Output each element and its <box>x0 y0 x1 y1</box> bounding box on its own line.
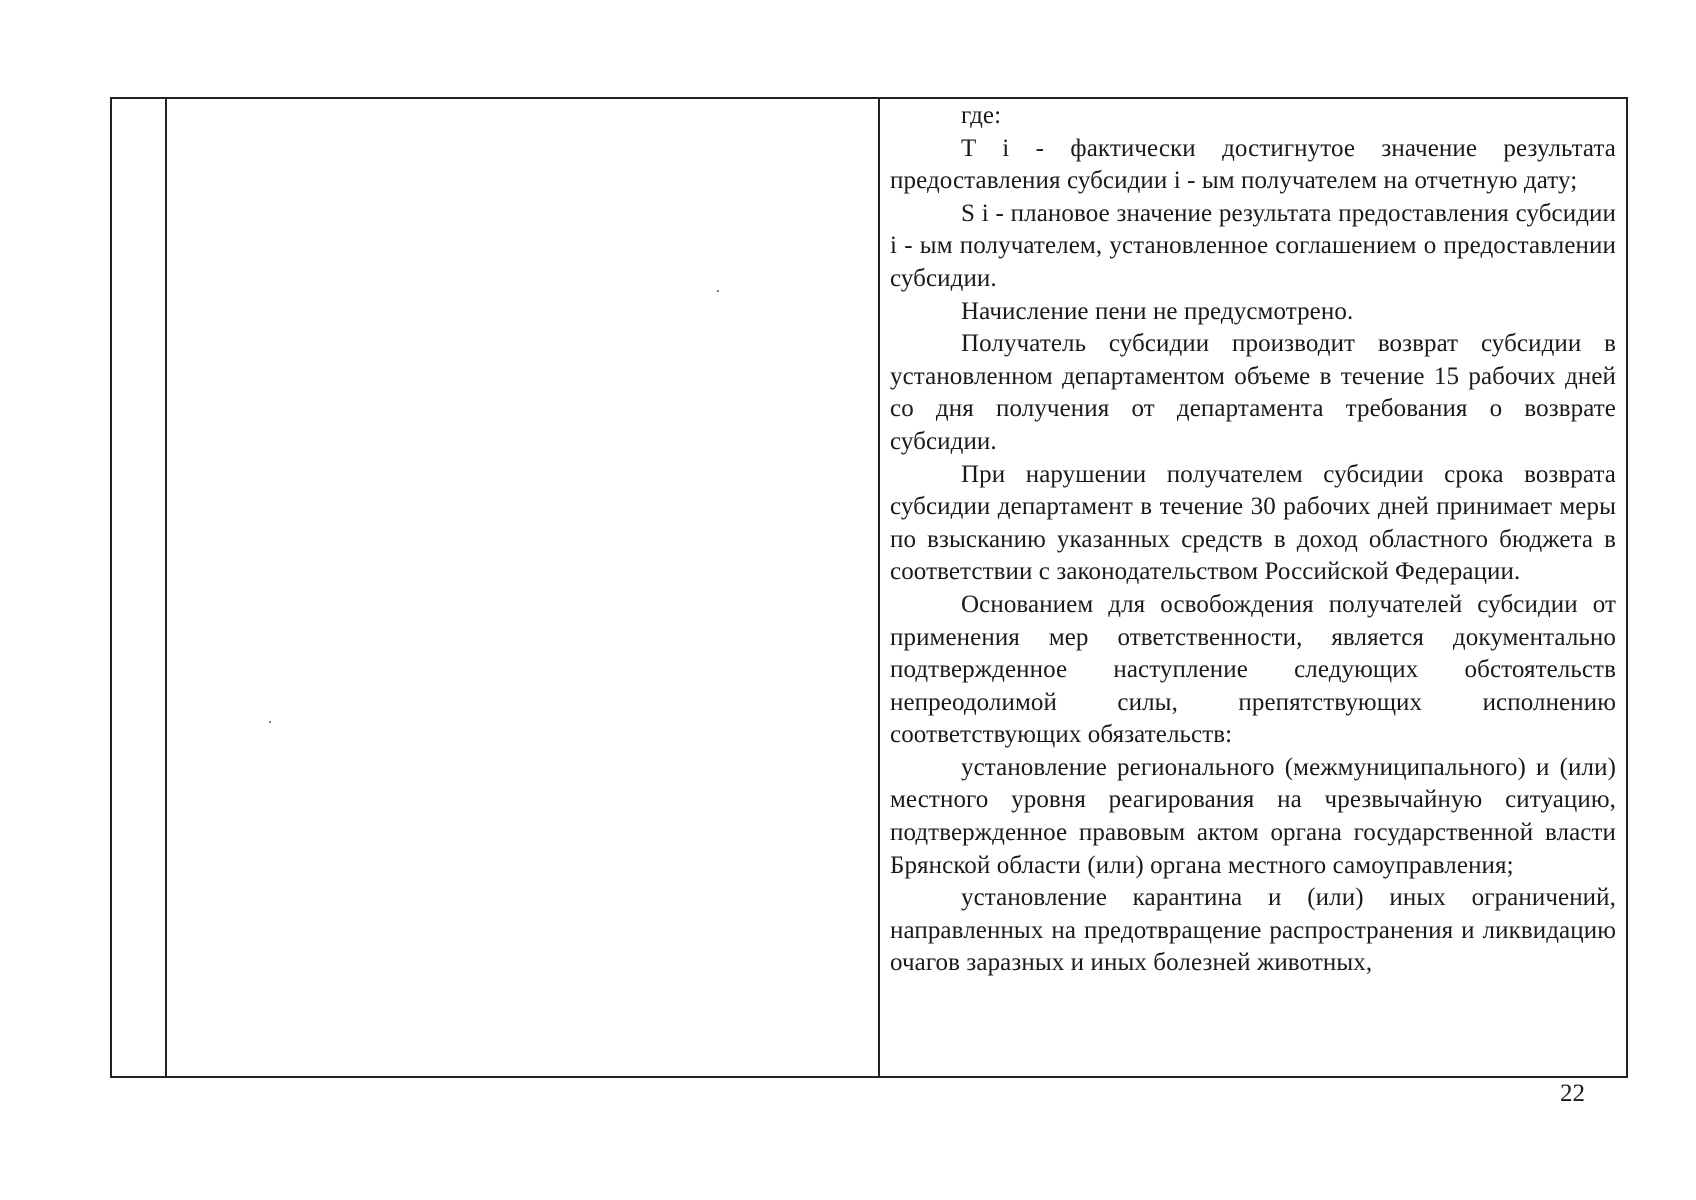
paragraph-emergency: установление регионального (межмуниципального) и (или) местного уровня реагирования на чрезвычайную ситуацию, подтвержденное правовым актом органа государственной власти Брянской области (или) органа местного самоуправления; <box>890 753 1616 879</box>
table-column-empty <box>167 99 880 1076</box>
paragraph-violation: При нарушении получателем субсидии срока возврата субсидии департамент в течение 30 рабочих дней принимает меры по взысканию указанных средств в доход областного бюджета в соответствии с законодательством Российской Федерации. <box>890 460 1616 586</box>
paragraph-refund: Получатель субсидии производит возврат субсидии в установленном департаментом объеме в течение 15 рабочих дней со дня получения от департамента требования о возврате субсидии. <box>890 330 1616 455</box>
paragraph-definition-s: S i - плановое значение результата предоставления субсидии i - ым получателем, установленное соглашением о предоставлении субсидии. <box>890 199 1616 292</box>
document-table <box>110 97 1628 1078</box>
paragraph-penalty: Начисление пени не предусмотрено. <box>961 297 1354 325</box>
scan-speck <box>717 290 719 292</box>
page-number: 22 <box>1560 1080 1585 1107</box>
paragraph-where: где: <box>961 102 1002 129</box>
table-column-number <box>112 99 167 1076</box>
paragraph-exemption: Основанием для освобождения получателей субсидии от применения мер ответственности, является документально подтвержденное наступление следующих обстоятельств непреодолимой силы, препятствующих исполнению соответствующих обязательств: <box>890 590 1616 749</box>
scan-speck <box>269 721 271 723</box>
table-column-text <box>880 99 1626 1076</box>
paragraph-definition-t: T i - фактически достигнутое значение результата предоставления субсидии i - ым получателем на отчетную дату; <box>890 134 1616 195</box>
paragraph-quarantine: установление карантина и (или) иных ограничений, направленных на предотвращение распространения и ликвидацию очагов заразных и иных болезней животных, <box>890 884 1616 977</box>
